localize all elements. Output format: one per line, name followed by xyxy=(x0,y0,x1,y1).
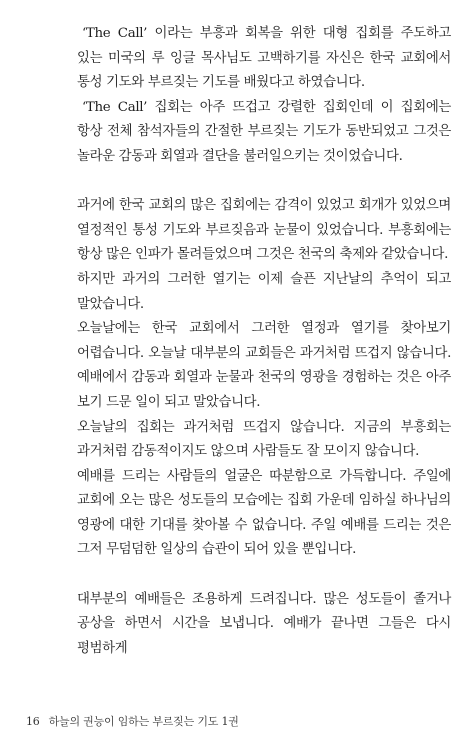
paragraph-the-call-gathering: ‘The Call’ 집회는 아주 뜨겁고 강렬한 집회인데 이 집회에는 항상 전체 참석자들의 간절한 부르짖는 기도가 동반되었고 그것은 놀라운 감동과 회열과 결단을 불러일으키는 것이었습니다. xyxy=(77,99,451,164)
paragraph-gap xyxy=(77,170,451,195)
paragraph-quiet-worship: 대부분의 예배들은 조용하게 드려집니다. 많은 성도들이 졸거나 공상을 하면서 시간을 보냅니다. 예배가 끝나면 그들은 다시 평범하게 xyxy=(77,591,451,656)
page-body-text xyxy=(77,22,451,661)
page-footer xyxy=(26,713,239,729)
page-number: 16 xyxy=(26,715,40,728)
paragraph-past-fervor: 하지만 과거의 그러한 열기는 이제 슬픈 지난날의 추억이 되고 말았습니다. xyxy=(77,271,451,312)
paragraph-gap xyxy=(77,563,451,588)
paragraph-worshippers-faces: 예배를 드리는 사람들의 얼굴은 따분함으로 가득합니다. 주일에 교회에 오는 많은 성도들의 모습에는 집회 가운데 임하실 하나님의 영광에 대한 기대를 찾아볼 수 없습니다. 주일 예배를 드리는 것은 그저 무덤덤한 일상의 습관이 되어 있을 뿐입니다. xyxy=(77,468,451,558)
paragraph-today-church: 오늘날에는 한국 교회에서 그러한 열정과 열기를 찾아보기 어렵습니다. 오늘날 대부분의 교회들은 과거처럼 뜨겁지 않습니다. 예배에서 감동과 회열과 눈물과 천국의 영광을 경험하는 것은 아주 보기 드문 일이 되고 말았습니다. xyxy=(77,321,451,410)
running-title: 하늘의 권능이 임하는 부르짖는 기도 1권 xyxy=(48,715,239,728)
paragraph-past-revival: 과거에 한국 교회의 많은 집회에는 감격이 있었고 회개가 있었으며 열정적인 통성 기도와 부르짖음과 눈물이 있었습니다. 부흥회에는 항상 많은 인파가 몰려들었으며 그것은 천국의 축제와 같았습니다. xyxy=(77,198,451,263)
paragraph-today-meetings: 오늘날의 집회는 과거처럼 뜨겁지 않습니다. 지금의 부흥회는 과거처럼 감동적이지도 않으며 사람들도 잘 모이지 않습니다. xyxy=(77,419,451,460)
paragraph-the-call-intro: ‘The Call’ 이라는 부흥과 회복을 위한 대형 집회를 주도하고 있는 미국의 루 잉글 목사님도 고백하기를 자신은 한국 교회에서 통성 기도와 부르짖는 기도를 배웠다고 하였습니다. xyxy=(77,26,451,91)
